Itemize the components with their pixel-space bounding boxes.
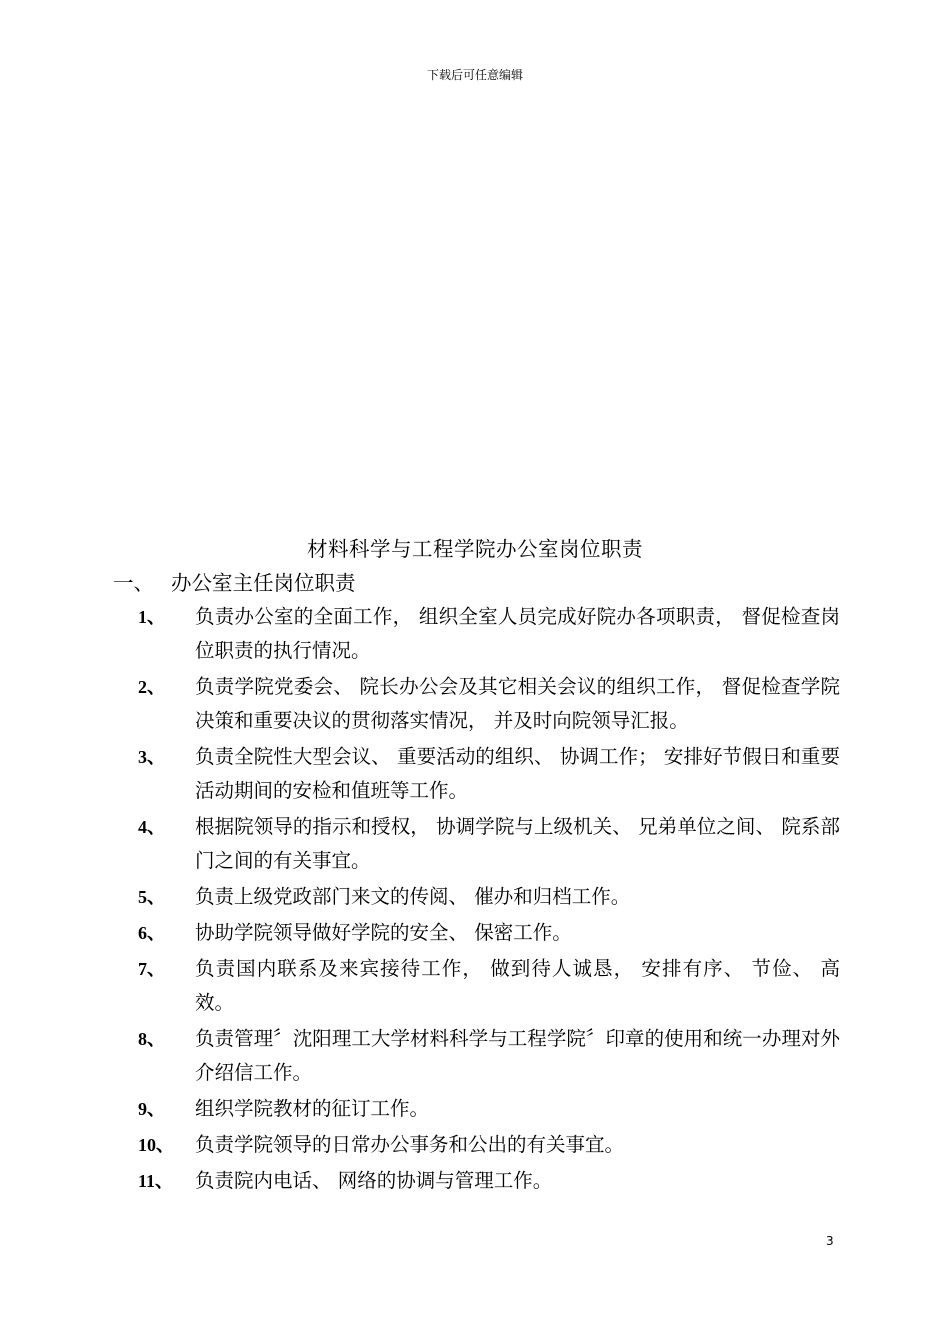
item-text: 负责学院领导的日常办公事务和公出的有关事宜。: [195, 1133, 625, 1156]
item-number: 10、: [138, 1135, 174, 1155]
item-number: 11、: [138, 1171, 174, 1191]
item-text: 负责办公室的全面工作， 组织全室人员完成好院办各项职责， 督促检查岗位职责的执行情况。: [195, 605, 840, 662]
item-text: 负责学院党委会、 院长办公会及其它相关会议的组织工作， 督促检查学院决策和重要决议的贯彻落实情况， 并及时向院领导汇报。: [195, 675, 840, 732]
section-number: 一、: [113, 571, 154, 595]
item-text: 组织学院教材的征订工作。: [195, 1097, 430, 1120]
list-item: [0, 810, 950, 878]
item-text: 根据院领导的指示和授权， 协调学院与上级机关、 兄弟单位之间、 院系部门之间的有关事宜。: [195, 815, 840, 872]
list-item: [0, 880, 950, 914]
item-number: 1、: [138, 607, 165, 627]
header-note: 下载后可任意编辑: [426, 68, 523, 82]
list-item: [0, 740, 950, 808]
item-number: 3、: [138, 747, 165, 767]
list-item: [0, 670, 950, 738]
duty-list: [0, 600, 950, 1200]
list-item: [0, 1022, 950, 1090]
list-item: [0, 1092, 950, 1126]
item-number: 7、: [138, 959, 165, 979]
section-heading: [113, 566, 356, 596]
list-item: [0, 1164, 950, 1198]
item-text: 负责院内电话、 网络的协调与管理工作。: [195, 1169, 553, 1192]
item-text: 负责上级党政部门来文的传阅、 催办和归档工作。: [195, 885, 631, 908]
list-item: [0, 952, 950, 1020]
item-number: 5、: [138, 887, 165, 907]
item-text: 负责管理〞沈阳理工大学材料科学与工程学院〞印章的使用和统一办理对外介绍信工作。: [195, 1027, 840, 1084]
section-title: 办公室主任岗位职责: [171, 571, 356, 595]
item-text: 负责全院性大型会议、 重要活动的组织、 协调工作； 安排好节假日和重要活动期间的安检和值班等工作。: [195, 745, 840, 802]
list-item: [0, 600, 950, 668]
item-number: 9、: [138, 1099, 165, 1119]
page-number: 3: [826, 1234, 834, 1248]
item-number: 2、: [138, 677, 165, 697]
item-number: 8、: [138, 1029, 165, 1049]
item-number: 4、: [138, 817, 165, 837]
item-number: 6、: [138, 923, 165, 943]
item-text: 协助学院领导做好学院的安全、 保密工作。: [195, 921, 572, 944]
document-title: 材料科学与工程学院办公室岗位职责: [307, 537, 643, 561]
item-text: 负责国内联系及来宾接待工作， 做到待人诚恳， 安排有序、 节俭、 高效。: [195, 957, 840, 1014]
list-item: [0, 916, 950, 950]
list-item: [0, 1128, 950, 1162]
